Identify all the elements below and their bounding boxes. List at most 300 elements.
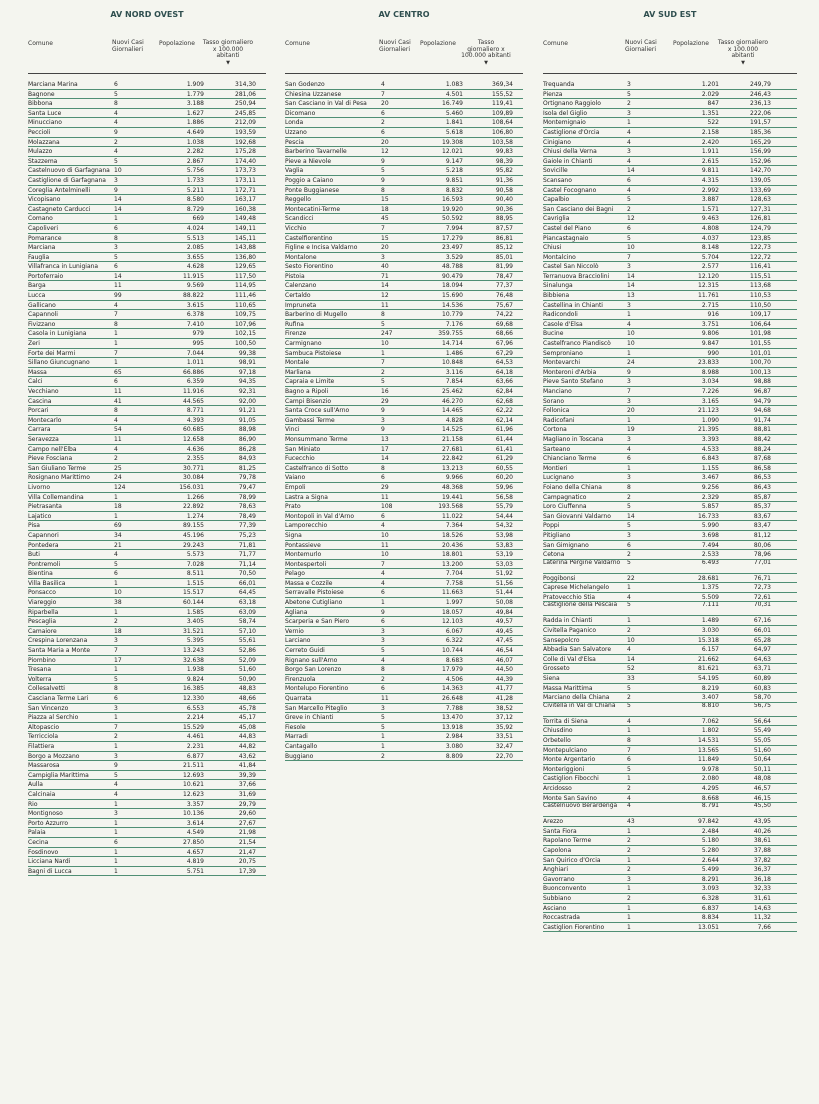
table-row [28,90,266,100]
cell-comune: Cinigiano [543,138,571,146]
cell-nuovi-casi: 4 [627,320,631,328]
cell-tasso: 62,84 [495,388,513,395]
cell-popolazione: 13.213 [442,464,463,472]
cell-comune: Stazzema [28,157,58,165]
cell-popolazione: 1.886 [186,119,204,127]
sort-desc-icon[interactable]: ▼ [741,59,745,66]
cell-popolazione: 669 [192,215,204,223]
cell-comune: Foiano della Chiana [543,483,602,491]
table-row [543,281,797,291]
cell-tasso: 193,59 [235,128,256,136]
cell-popolazione: 46.270 [442,397,463,405]
cell-tasso: 71,81 [238,541,256,549]
cell-comune: Montelupo Fiorentino [285,685,349,693]
cell-tasso: 60,89 [753,675,771,683]
cell-nuovi-casi: 17 [381,445,389,453]
cell-tasso: 91,36 [495,176,513,184]
cell-tasso: 40,26 [753,827,771,835]
section-centro [285,8,523,761]
table-row [285,109,523,119]
cell-comune: Chianciano Terme [543,455,597,463]
cell-tasso: 81,12 [753,531,771,539]
cell-comune: Semproniano [543,349,583,357]
cell-tasso: 46,57 [753,784,771,792]
cell-comune: Piazza al Serchio [28,714,79,722]
cell-nuovi-casi: 6 [381,128,385,136]
cell-popolazione: 21.395 [698,426,719,434]
table-row [543,310,797,320]
table-row [543,176,797,186]
cell-tasso: 281,06 [235,90,256,98]
cell-tasso: 36,18 [753,875,771,883]
cell-tasso: 67,29 [495,349,513,357]
sort-desc-icon[interactable]: ▼ [226,59,230,66]
cell-comune: Volterra [28,675,52,683]
table-row [285,138,523,148]
table-row [28,684,266,694]
cell-comune: Impruneta [285,301,317,309]
cell-tasso: 88,95 [495,215,513,223]
table-row [543,626,797,636]
col-header-popolazione[interactable]: Popolazione [159,40,195,47]
cell-comune: Pomarance [28,234,62,242]
cell-nuovi-casi: 54 [114,426,122,434]
cell-comune: Calcinaia [28,790,56,798]
table-row [543,512,797,522]
cell-popolazione: 9.811 [701,167,719,175]
cell-nuovi-casi: 6 [627,455,631,463]
cell-popolazione: 48.788 [442,263,463,271]
cell-popolazione: 5.280 [701,846,719,854]
cell-popolazione: 8.810 [701,702,719,709]
cell-popolazione: 5.618 [445,128,463,136]
table-row [28,569,266,579]
cell-comune: Sinalunga [543,282,573,290]
cell-tasso: 109,89 [492,109,513,117]
cell-popolazione: 1.802 [701,727,719,735]
cell-nuovi-casi: 1 [114,867,118,875]
cell-comune: Dicomano [285,109,316,117]
section-nord-ovest [28,8,266,876]
table-row [543,349,797,359]
cell-popolazione: 5.573 [186,551,204,559]
table-row [28,694,266,704]
cell-comune: Capannoli [28,311,58,319]
table-row [28,742,266,752]
cell-tasso: 21,98 [238,829,256,837]
col-header-tasso[interactable] [717,40,769,66]
cell-tasso: 55,79 [495,503,513,511]
cell-tasso: 51,60 [753,746,771,754]
table-row [28,109,266,119]
cell-comune: Piancastagnaio [543,234,589,242]
cell-tasso: 55,05 [753,737,771,744]
cell-nuovi-casi: 6 [114,263,118,271]
table-row [28,243,266,253]
cell-nuovi-casi: 3 [627,109,631,117]
cell-comune: Firenze [285,330,307,338]
cell-popolazione: 10.779 [442,311,463,319]
cell-comune: Santa Croce sull'Arno [285,407,350,415]
cell-comune: Magliano in Toscana [543,435,604,443]
cell-tasso: 41,84 [238,762,256,770]
cell-popolazione: 1.489 [701,617,719,625]
cell-comune: Bagni di Lucca [28,867,72,875]
table-row [28,339,266,349]
cell-comune: San Godenzo [285,81,325,88]
section-title: AV SUD EST [643,10,697,19]
cell-tasso: 45,08 [238,723,256,731]
cell-tasso: 62,22 [495,407,513,415]
cell-comune: Fivizzano [28,320,56,328]
cell-nuovi-casi: 7 [381,90,385,98]
cell-nuovi-casi: 3 [114,244,118,252]
cell-nuovi-casi: 5 [114,90,118,98]
cell-comune: San Miniato [285,445,321,453]
cell-tasso: 94,68 [753,407,771,415]
table-row [543,794,797,804]
section-sud-est [543,8,797,932]
cell-tasso: 101,55 [750,340,771,348]
cell-popolazione: 5.990 [701,522,719,530]
cell-popolazione: 9.569 [186,282,204,290]
cell-tasso: 80,06 [753,541,771,549]
cell-popolazione: 3.080 [445,742,463,750]
table-row [543,138,797,148]
cell-popolazione: 5.751 [186,867,204,875]
table-row [285,541,523,551]
table-row [285,387,523,397]
cell-comune: Marradi [285,733,308,741]
cell-tasso: 50,08 [495,599,513,607]
table-row [285,483,523,493]
cell-nuovi-casi: 14 [114,205,122,213]
cell-comune: Gaiole in Chianti [543,157,593,165]
cell-comune: Piombino [28,656,56,664]
cell-popolazione: 12.103 [442,618,463,626]
cell-comune: San Vincenzo [28,704,69,712]
table-row [543,593,797,603]
cell-comune: Isola del Giglio [543,109,588,117]
cell-popolazione: 3.093 [701,885,719,893]
cell-nuovi-casi: 2 [381,368,385,376]
cell-tasso: 83,67 [753,512,771,520]
cell-tasso: 64,18 [495,368,513,376]
cell-nuovi-casi: 1 [114,742,118,750]
cell-tasso: 107,96 [235,320,256,328]
cell-tasso: 75,67 [495,301,513,309]
cell-nuovi-casi: 7 [114,647,118,655]
col-header-comune[interactable]: Comune [28,40,54,47]
table-row [28,416,266,426]
cell-tasso: 63,18 [238,599,256,607]
cell-comune: Fosdinovo [28,848,59,856]
table-row [285,723,523,733]
cell-comune: Montecarlo [28,416,62,424]
cell-nuovi-casi: 8 [114,685,118,693]
cell-nuovi-casi: 1 [114,330,118,338]
cell-nuovi-casi: 11 [381,695,389,702]
cell-tasso: 90,58 [495,186,513,194]
cell-popolazione: 4.533 [701,445,719,453]
cell-tasso: 165,29 [750,138,771,146]
table-row [543,846,797,856]
col-header-casi[interactable]: Nuovi Casi Giornalieri [379,39,411,53]
cell-nuovi-casi: 2 [627,846,631,854]
cell-comune: Marciano della Chiana [543,694,610,702]
cell-nuovi-casi: 16 [381,388,389,395]
table-row [285,445,523,455]
table-row [285,253,523,263]
cell-nuovi-casi: 5 [627,522,631,530]
cell-comune: Monsummano Terme [285,435,348,443]
cell-nuovi-casi: 2 [381,752,385,760]
table-row [543,884,797,894]
cell-comune: Santa Maria a Monte [28,647,91,655]
cell-popolazione: 6.157 [701,646,719,654]
table-row [543,894,797,904]
cell-comune: Bagnone [28,90,55,98]
cell-tasso: 369,34 [492,81,513,88]
table-row [28,301,266,311]
table-row [285,560,523,570]
cell-comune: Gallicano [28,301,56,309]
cell-comune: Orbetello [543,737,571,744]
cell-nuovi-casi: 1 [627,775,631,783]
cell-nuovi-casi: 9 [114,762,118,770]
cell-tasso: 58,74 [238,618,256,626]
cell-comune: Castelfranco di Sotto [285,464,348,472]
cell-nuovi-casi: 5 [114,157,118,165]
cell-nuovi-casi: 7 [381,560,385,568]
table-row [285,646,523,656]
cell-comune: Pontassieve [285,541,321,549]
cell-nuovi-casi: 1 [627,311,631,319]
cell-tasso: 92,00 [238,397,256,405]
table-row [285,704,523,714]
cell-nuovi-casi: 6 [381,474,385,482]
cell-nuovi-casi: 65 [114,368,122,376]
cell-tasso: 236,13 [750,100,771,108]
table-row [543,875,797,885]
cell-tasso: 64,63 [753,655,771,663]
table-row [543,214,797,224]
cell-tasso: 155,52 [492,90,513,98]
cell-popolazione: 54.195 [698,675,719,683]
cell-comune: Barga [28,282,46,290]
cell-tasso: 37,12 [495,714,513,722]
cell-comune: Monteroni d'Arbia [543,368,597,376]
cell-popolazione: 2.158 [701,128,719,136]
cell-comune: Castagneto Carducci [28,205,91,213]
cell-comune: San Casciano in Val di Pesa [285,100,367,108]
cell-tasso: 44,82 [238,742,256,750]
cell-tasso: 64,53 [495,359,513,367]
table-row [285,406,523,416]
col-header-tasso[interactable] [202,40,254,66]
cell-nuovi-casi: 14 [381,282,389,290]
table-row [28,80,266,90]
cell-popolazione: 8.809 [445,752,463,760]
cell-comune: Massarosa [28,762,60,770]
cell-tasso: 245,85 [235,109,256,117]
cell-comune: Agliana [285,608,308,616]
cell-popolazione: 3.357 [186,800,204,808]
cell-tasso: 53,03 [495,560,513,568]
cell-tasso: 174,40 [235,157,256,165]
table-row [543,913,797,923]
cell-popolazione: 2.214 [186,714,204,722]
cell-nuovi-casi: 3 [381,637,385,645]
sort-desc-icon[interactable]: ▼ [484,59,488,66]
col-header-popolazione[interactable]: Popolazione [420,40,456,47]
cell-comune: Pieve Santo Stefano [543,378,604,386]
cell-tasso: 314,30 [235,81,256,88]
cell-tasso: 61,96 [495,426,513,434]
cell-nuovi-casi: 99 [114,292,122,300]
col-header-comune[interactable]: Comune [543,40,569,47]
cell-popolazione: 2.029 [701,90,719,98]
cell-popolazione: 6.877 [186,752,204,760]
cell-popolazione: 5.857 [701,503,719,511]
cell-nuovi-casi: 18 [381,205,389,213]
cell-nuovi-casi: 1 [627,464,631,472]
cell-popolazione: 7.111 [701,602,719,609]
cell-nuovi-casi: 4 [381,81,385,88]
table-row [28,329,266,339]
table-row [285,243,523,253]
table-row [543,387,797,397]
cell-nuovi-casi: 20 [627,407,635,415]
cell-comune: Castelfranco Piandiscò [543,340,611,348]
cell-tasso: 88,81 [753,426,771,434]
table-row [285,186,523,196]
cell-comune: Pontedera [28,541,59,549]
cell-tasso: 152,96 [750,157,771,165]
cell-tasso: 48,83 [238,685,256,693]
cell-tasso: 173,11 [235,176,256,184]
table-row [28,617,266,627]
cell-popolazione: 90.479 [442,272,463,280]
table-row [28,579,266,589]
cell-tasso: 53,83 [495,541,513,549]
cell-comune: Pieve Fosciana [28,455,73,463]
cell-popolazione: 88.822 [183,292,204,300]
cell-tasso: 85,12 [495,244,513,252]
table-row [543,435,797,445]
table-row [285,397,523,407]
cell-popolazione: 4.657 [186,848,204,856]
cell-tasso: 122,73 [750,244,771,252]
table-row [285,569,523,579]
cell-popolazione: 27.681 [442,445,463,453]
cell-nuovi-casi: 5 [381,714,385,722]
cell-popolazione: 9.806 [701,330,719,338]
col-header-tasso[interactable] [461,40,511,66]
col-header-casi[interactable]: Nuovi Casi Giornalieri [625,39,657,53]
cell-nuovi-casi: 5 [627,765,631,773]
cell-popolazione: 12.120 [698,272,719,280]
cell-comune: Sansepolcro [543,636,580,644]
cell-tasso: 172,71 [235,186,256,194]
col-header-popolazione[interactable]: Popolazione [673,40,709,47]
cell-tasso: 246,43 [750,90,771,98]
cell-comune: Castiglion Fiorentino [543,923,605,931]
cell-comune: Siena [543,675,560,683]
cell-tasso: 45,78 [238,704,256,712]
cell-popolazione: 5.211 [186,186,204,194]
cell-popolazione: 1.627 [186,109,204,117]
cell-tasso: 43,62 [238,752,256,760]
cell-comune: Poppi [543,522,560,530]
cell-popolazione: 12.315 [698,282,719,290]
cell-tasso: 51,92 [495,570,513,578]
table-row [28,473,266,483]
cell-tasso: 81,25 [238,464,256,472]
cell-comune: San Giovanni Valdarno [543,512,611,520]
table-row [285,454,523,464]
cell-nuovi-casi: 19 [627,426,635,434]
cell-popolazione: 9.847 [701,340,719,348]
cell-nuovi-casi: 11 [381,541,389,549]
cell-comune: Villa Basilica [28,579,66,587]
cell-popolazione: 3.034 [701,378,719,386]
cell-tasso: 57,10 [238,627,256,635]
cell-popolazione: 16.385 [183,685,204,693]
cell-tasso: 133,69 [750,186,771,194]
cell-nuovi-casi: 29 [381,397,389,405]
cell-popolazione: 8.291 [701,875,719,883]
table-row [543,128,797,138]
cell-comune: Montalone [285,253,317,261]
col-header-casi[interactable]: Nuovi Casi Giornalieri [112,39,144,53]
table-row [28,752,266,762]
table-row [543,655,797,665]
cell-popolazione: 5.180 [701,837,719,845]
cell-nuovi-casi: 3 [627,474,631,482]
cell-tasso: 20,75 [238,858,256,866]
table-row [28,531,266,541]
cell-popolazione: 4.636 [186,445,204,453]
cell-popolazione: 3.887 [701,196,719,204]
cell-comune: Gambassi Terme [285,416,335,424]
table-row [28,128,266,138]
cell-comune: Laterina Pergine Valdarno [543,559,621,566]
col-header-comune[interactable]: Comune [285,40,311,47]
cell-nuovi-casi: 10 [114,167,122,175]
cell-comune: Chiusi della Verna [543,148,597,156]
cell-tasso: 145,11 [235,234,256,242]
cell-tasso: 75,23 [238,531,256,539]
cell-tasso: 106,64 [750,320,771,328]
table-row [28,598,266,608]
cell-comune: Sesto Fiorentino [285,263,334,271]
cell-tasso: 88,24 [753,445,771,453]
table-row [28,780,266,790]
cell-nuovi-casi: 71 [381,272,389,280]
cell-comune: Certaldo [285,292,311,300]
cell-nuovi-casi: 8 [381,186,385,194]
cell-popolazione: 979 [192,330,204,338]
cell-nuovi-casi: 8 [114,320,118,328]
cell-nuovi-casi: 8 [114,234,118,242]
cell-popolazione: 9.463 [701,215,719,223]
table-row [28,205,266,215]
cell-comune: Filattiera [28,742,55,750]
cell-popolazione: 8.791 [701,803,719,810]
cell-tasso: 77,37 [495,282,513,290]
cell-popolazione: 9.824 [186,675,204,683]
